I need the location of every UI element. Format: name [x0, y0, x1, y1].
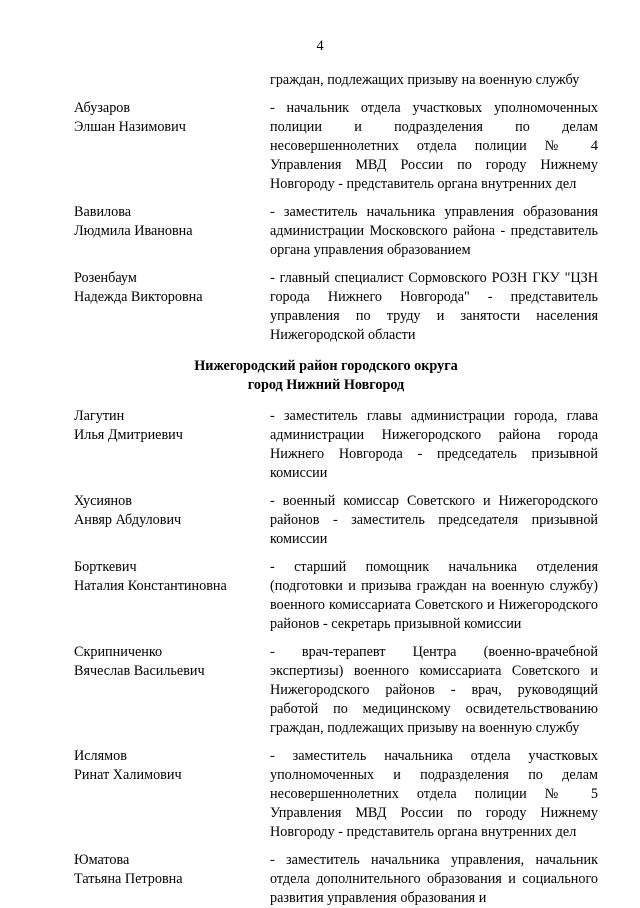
- member-name: [74, 747, 270, 842]
- commission-member-islyamov: [74, 747, 598, 842]
- document-body: [74, 71, 598, 908]
- member-name: [74, 99, 270, 194]
- commission-member-bortkevich: [74, 558, 598, 634]
- section-heading-line: город Нижний Новгород: [247, 377, 405, 393]
- member-name: [74, 851, 270, 908]
- member-role: - заместитель начальника управления образования администрации Московского района - представитель органа управления образованием: [270, 204, 598, 258]
- member-surname: Хусиянов: [74, 493, 132, 509]
- member-given-name: Вячеслав Васильевич: [74, 663, 205, 679]
- section-heading-line: Нижегородский район городского округа: [194, 358, 458, 374]
- member-name: [74, 269, 270, 345]
- member-given-name: Илья Дмитриевич: [74, 427, 183, 443]
- commission-member-lagutin: [74, 407, 598, 483]
- member-given-name: Элшан Назимович: [74, 119, 186, 135]
- commission-member-yumatova: [74, 851, 598, 908]
- member-given-name: Наталия Константиновна: [74, 578, 227, 594]
- member-name: [74, 643, 270, 738]
- member-surname: Розенбаум: [74, 270, 137, 286]
- section-heading: [54, 357, 598, 395]
- member-given-name: Людмила Ивановна: [74, 223, 193, 239]
- member-role: - военный комиссар Советского и Нижегородского районов - заместитель председателя призывной комиссии: [270, 493, 598, 547]
- member-name: [74, 203, 270, 260]
- member-given-name: Ринат Халимович: [74, 767, 182, 783]
- member-surname: Лагутин: [74, 408, 125, 424]
- commission-member-rozenbaum: [74, 269, 598, 345]
- member-role: - врач-терапевт Центра (военно-врачебной экспертизы) военного комиссариата Советского и Нижегородского районов - врач, руководящий работой по медицинскому освидетельствованию граждан, подлежащих призыву на военную службу: [270, 644, 598, 736]
- commission-member-abuzarov: [74, 99, 598, 194]
- commission-member-vavilova: [74, 203, 598, 260]
- member-role: - главный специалист Сормовского РОЗН ГКУ "ЦЗН города Нижнего Новгорода" - представитель управления по труду и занятости населения Нижегородской области: [270, 270, 598, 343]
- member-given-name: Анвяр Абдулович: [74, 512, 182, 528]
- member-role: - заместитель начальника управления, начальник отдела дополнительного образования и социального развития управления образования и: [270, 852, 598, 906]
- page-number: 4: [316, 38, 324, 54]
- continuation-text: граждан, подлежащих призыву на военную службу: [270, 72, 580, 88]
- member-surname: Ислямов: [74, 748, 127, 764]
- member-name: [74, 558, 270, 634]
- member-role: - старший помощник начальника отделения (подготовки и призыва граждан на военную службу) военного комиссариата Советского и Нижегородского районов - секретарь призывной комиссии: [270, 559, 598, 632]
- member-role: - начальник отдела участковых уполномоченных полиции и подразделения по делам несовершеннолетних отдела полиции № 4 Управления МВД России по городу Нижнему Новгороду - представитель органа внутренних дел: [270, 100, 598, 192]
- member-name: [74, 492, 270, 549]
- member-surname: Абузаров: [74, 100, 131, 116]
- commission-member-khusiyanov: [74, 492, 598, 549]
- member-role: - заместитель главы администрации города, глава администрации Нижегородского района города Нижнего Новгорода - председатель призывной комиссии: [270, 408, 598, 481]
- member-given-name: Татьяна Петровна: [74, 871, 183, 887]
- member-surname: Вавилова: [74, 204, 132, 220]
- member-given-name: Надежда Викторовна: [74, 289, 203, 305]
- member-name: [74, 407, 270, 483]
- member-role: - заместитель начальника отдела участковых уполномоченных и подразделения по делам несовершеннолетних отдела полиции № 5 Управления МВД России по городу Нижнему Новгороду - представитель органа внутренних дел: [270, 748, 598, 840]
- member-surname: Борткевич: [74, 559, 137, 575]
- member-surname: Скрипниченко: [74, 644, 163, 660]
- member-surname: Юматова: [74, 852, 130, 868]
- commission-member-skripnichenko: [74, 643, 598, 738]
